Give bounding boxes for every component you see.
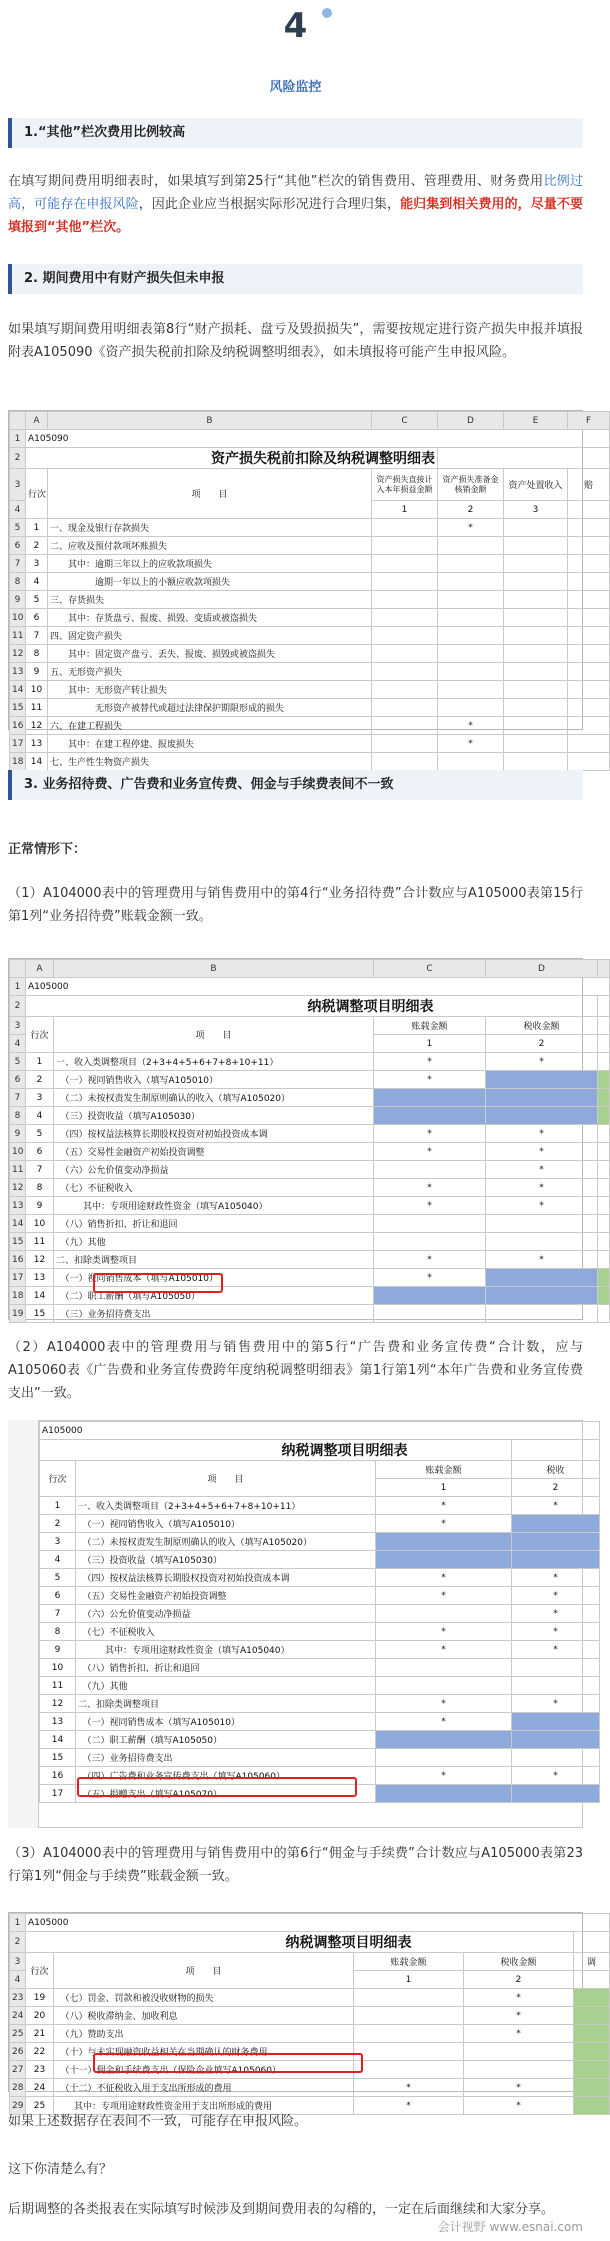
spreadsheet-a105000-1: A B C D 1 A105000 2 纳税调整项目明细表 3 行次 项 目 账载金额 税收金额 4 1 2 5 1 一、收入类调整项目（2+3+4+5+6+7+8+10+11） * * 6 2 （一）视同销售收入（填写A105010） * 7 3 （二）未按权责发生制原则确认的收入（填写A105020） 8 4 （三）投资收益（填写A105030） 9 5 （四）按权益法核算长期股权投资对初始投资成本调 * * 10 6 （五）交易性金融资产初始投资调整 * * 11 7 （六）公允价值变动净损益 * 12 8 （七）不征税收入 * * 13 9 其中：专项用途财政性资金（填写A105040） * * 14 10 （八）销售折扣、折让和退回 15 11 （九）其他 16 12 二、扣除类调整项目 * * 17 13 （一）视同销售成本（填写A105010） * 18 14 （二）职工薪酬（填写A105050） 19 15 （三）业务招待费支出	[8, 958, 583, 1320]
heading-3: 3. 业务招待费、广告费和业务宣传费、佣金与手续费表间不一致	[8, 770, 583, 800]
table-row: 6 2 二、应收及预付款项坏账损失	[10, 537, 610, 555]
table-row: 4 （三）投资收益（填写A105030）	[40, 1551, 600, 1569]
table-row: 9 5 （四）按权益法核算长期股权投资对初始投资成本调 * *	[10, 1125, 610, 1143]
table-row: 2 （一）视同销售收入（填写A105010） *	[40, 1515, 600, 1533]
spreadsheet-a105000-2: A105000 纳税调整项目明细表 行次 项 目 账载金额 税收 1 2 1 一、收入类调整项目（2+3+4+5+6+7+8+10+11） * * 2 （一）视同销售收入（填写A105010） * 3 （二）未按权责发生制原则确认的收入（填写A105020） 4 （三）投资收益（填写A105030） 5 （四）按权益法核算长期股权投资对初始投资成本调 * * 6 （五）交易性金融资产初始投资调整 * * 7 （六）公允价值变动净损益 * 8 （七）不征税收入 * * 9 其中：专项用途财政性资金（填写A105040） * * 10 （八）销售折扣、折让和退回 11 （九）其他 12 二、扣除类调整项目 * * 13 （一）视同销售成本（填写A105010） * 14 （二）职工薪酬（填写A105050） 15 （三）业务招待费支出 16 （四）广告费和业务宣传费支出（填写A105060） * * 17 （五）捐赠支出（填写A105070）	[8, 1420, 583, 1828]
watermark: 会计视野 www.esnai.com	[437, 2220, 583, 2234]
highlight-box	[77, 1777, 357, 1797]
table-row: 19 15 （三）业务招待费支出	[10, 1305, 610, 1323]
table-row: 25 21 （九）赞助支出 *	[10, 2025, 610, 2043]
decorative-dot	[322, 8, 332, 18]
table-row: 3 （二）未按权责发生制原则确认的收入（填写A105020）	[40, 1533, 600, 1551]
paragraph-4: 如果上述数据存在表间不一致，可能存在申报风险。	[8, 2114, 308, 2129]
table-row: 10 （八）销售折扣、折让和退回	[40, 1659, 600, 1677]
table-row: 16 12 六、在建工程损失 *	[10, 717, 610, 735]
spreadsheet-a105000-3: 1 A105000 2 纳税调整项目明细表 3 行次 项 目 账载金额 税收金额 调 4 1 2 23 19 （七）罚金、罚款和被没收财物的损失 * 24 20 （八）税收滞纳金、加收利息 * 25 21 （九）赞助支出 * 26 22 （十）与未实现融资收益相关在当期确认的财务费用 27 23 （十一）佣金和手续费支出（保险企业填写A105060） 28 24 （十二）不征税收入用于支出所形成的费用 * * 29 25 其中：专项用途财政性资金用于支出所形成的费用 * *	[8, 1912, 583, 2092]
table-row: 17 13 （一）视同销售成本（填写A105010） *	[10, 1269, 610, 1287]
table-row: 17 （五）捐赠支出（填写A105070）	[40, 1785, 600, 1803]
heading-2: 2. 期间费用中有财产损失但未申报	[8, 264, 583, 294]
table-row: 24 20 （八）税收滞纳金、加收利息 *	[10, 2007, 610, 2025]
table-row: 10 6 （五）交易性金融资产初始投资调整 * *	[10, 1143, 610, 1161]
paragraph-normal-case: 正常情形下：	[8, 842, 87, 857]
table-row: 15 11 （九）其他	[10, 1233, 610, 1251]
table-row: 13 （一）视同销售成本（填写A105010） *	[40, 1713, 600, 1731]
table-row: 14 10 （八）销售折扣、折让和退回	[10, 1215, 610, 1233]
table-row: 6 （五）交易性金融资产初始投资调整 * *	[40, 1587, 600, 1605]
table-row: 12 二、扣除类调整项目 * *	[40, 1695, 600, 1713]
table-row: 11 7 （六）公允价值变动净损益 *	[10, 1161, 610, 1179]
table-row: 14 10 其中：无形资产转让损失	[10, 681, 610, 699]
table-row: 29 25 其中：专项用途财政性资金用于支出所形成的费用 * *	[10, 2097, 610, 2115]
table-row: 16 12 二、扣除类调整项目 * *	[10, 1251, 610, 1269]
table-row: 18 14 （二）职工薪酬（填写A105050）	[10, 1287, 610, 1305]
paragraph-5: 这下你清楚么有？	[8, 2162, 113, 2177]
paragraph-3-2: （2）A104000表中的管理费用与销售费用中的第5行“广告费和业务宣传费“合计数，应与A105060表《广告费和业务宣传费跨年度纳税调整明细表》第1行第1列“本年广告费和业务宣传费支出”一致。	[8, 1340, 583, 1401]
table-row: 1 一、收入类调整项目（2+3+4+5+6+7+8+10+11） * *	[40, 1497, 600, 1515]
highlight-box	[93, 1273, 223, 1293]
table-row: 12 8 其中：固定资产盘亏、丢失、报废、损毁或被盗损失	[10, 645, 610, 663]
table-row: 7 3 （二）未按权责发生制原则确认的收入（填写A105020）	[10, 1089, 610, 1107]
table-row: 8 4 （三）投资收益（填写A105030）	[10, 1107, 610, 1125]
table-row: 28 24 （十二）不征税收入用于支出所形成的费用 * *	[10, 2079, 610, 2097]
paragraph-6: 后期调整的各类报表在实际填写时候涉及到期间费用表的勾稽的，一定在后面继续和大家分享。	[8, 2202, 555, 2217]
table-row: 14 （二）职工薪酬（填写A105050）	[40, 1731, 600, 1749]
paragraph-3-3: （3）A104000表中的管理费用与销售费用中的第6行“佣金与手续费”合计数应与A105000表第23行第1列“佣金与手续费”账载金额一致。	[8, 1846, 583, 1884]
sheet-title: 资产损失税前扣除及纳税调整明细表	[26, 448, 438, 469]
table-row: 12 8 （七）不征税收入 * *	[10, 1179, 610, 1197]
table-row: 10 6 其中：存货盘亏、报废、损毁、变质或被盗损失	[10, 609, 610, 627]
paragraph-1: 在填写期间费用明细表时，如果填写到第25行“其他”栏次的销售费用、管理费用、财务费用比例过高，可能存在申报风险，因此企业应当根据实际形况进行合理归集，能归集到相关费用的，尽量不要填报到“其他”栏次。	[8, 174, 583, 235]
table-row: 23 19 （七）罚金、罚款和被没收财物的损失 *	[10, 1989, 610, 2007]
table-row: 5 （四）按权益法核算长期股权投资对初始投资成本调 * *	[40, 1569, 600, 1587]
table-row: 5 1 一、收入类调整项目（2+3+4+5+6+7+8+10+11） * *	[10, 1053, 610, 1071]
highlight-box	[93, 2053, 363, 2073]
table-row: 5 1 一、现金及银行存款损失 *	[10, 519, 610, 537]
table-row: 8 （七）不征税收入 * *	[40, 1623, 600, 1641]
table-row: 8 4 逾期一年以上的小额应收款项损失	[10, 573, 610, 591]
section-title: 风险监控	[269, 80, 322, 95]
table-row: 15 11 无形资产被替代或超过法律保护期限形成的损失	[10, 699, 610, 717]
table-row: 15 （三）业务招待费支出	[40, 1749, 600, 1767]
table-row: 11 （九）其他	[40, 1677, 600, 1695]
table-row: 9 其中：专项用途财政性资金（填写A105040） * *	[40, 1641, 600, 1659]
paragraph-2: 如果填写期间费用明细表第8行“财产损耗、盘亏及毁损损失”，需要按规定进行资产损失申报并填报附表A105090《资产损失税前扣除及纳税调整明细表》，如未填报将可能产生申报风险。	[8, 322, 583, 360]
table-row: 7 3 其中：逾期三年以上的应收款项损失	[10, 555, 610, 573]
heading-1: 1.“其他”栏次费用比例较高	[8, 118, 583, 148]
table-row: 26 22 （十）与未实现融资收益相关在当期确认的财务费用	[10, 2043, 610, 2061]
table-row: 13 9 五、无形资产损失	[10, 663, 610, 681]
spreadsheet-a105090: A B C D E F 1 A105090 2 资产损失税前扣除及纳税调整明细表 3 行次 项 目 资产损失直接计入本年损益金额 资产损失准备金核销金额 资产处置收入 赔 4 1 2 3 5 1 一、现金及银行存款损失 * 6 2 二、应收及预付款项坏账损失 7 3 其中：逾期三年以上的应收款项损失 8 4 逾期一年以上的小额应收款项损失 9 5 三、存货损失 10 6 其中：存货盘亏、报废、损毁、变质或被盗损失 11 7 四、固定资产损失 12 8 其中：固定资产盘亏、丢失、报废、损毁或被盗损失 13 9 五、无形资产损失 14 10 其中：无形资产转让损失 15 11 无形资产被替代或超过法律保护期限形成的损失 16 12 六、在建工程损失 * 17 13 其中：在建工程停建、报废损失 * 18 14 七、生产性生物资产损失	[8, 410, 583, 730]
sheet-code: A105090	[26, 430, 610, 448]
table-row: 18 14 七、生产性生物资产损失	[10, 753, 610, 771]
table-row: 11 7 四、固定资产损失	[10, 627, 610, 645]
section-number: 4	[283, 6, 308, 46]
table-row: 13 9 其中：专项用途财政性资金（填写A105040） * *	[10, 1197, 610, 1215]
table-row: 9 5 三、存货损失	[10, 591, 610, 609]
table-row: 27 23 （十一）佣金和手续费支出（保险企业填写A105060）	[10, 2061, 610, 2079]
table-row: 7 （六）公允价值变动净损益 *	[40, 1605, 600, 1623]
table-row: 17 13 其中：在建工程停建、报废损失 *	[10, 735, 610, 753]
paragraph-3-1: （1）A104000表中的管理费用与销售费用中的第4行“业务招待费”合计数应与A105000表第15行第1列“业务招待费”账载金额一致。	[8, 886, 583, 924]
table-row: 6 2 （一）视同销售收入（填写A105010） *	[10, 1071, 610, 1089]
table-row: 16 （四）广告费和业务宣传费支出（填写A105060） * *	[40, 1767, 600, 1785]
